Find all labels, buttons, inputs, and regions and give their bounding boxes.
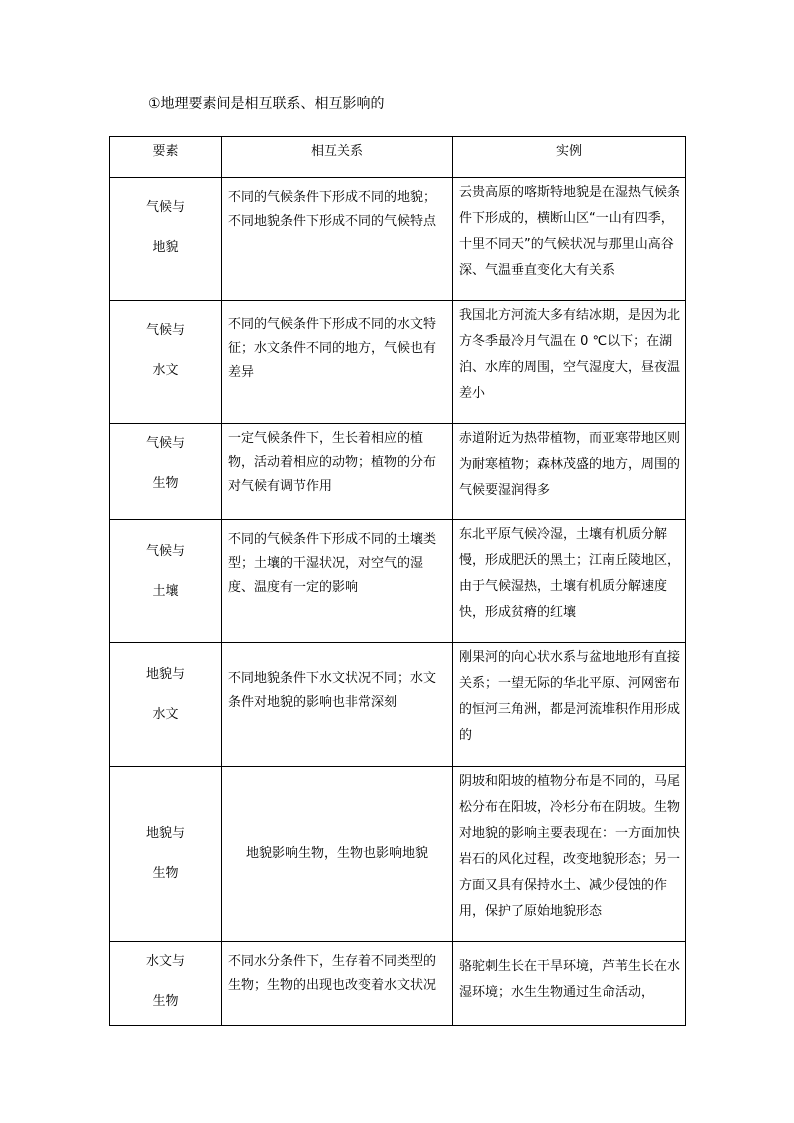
element-line-2: 生物 [152, 994, 179, 1009]
element-line-2: 水文 [152, 707, 179, 722]
element-line-2: 生物 [152, 866, 179, 881]
geography-elements-table [109, 136, 686, 1026]
element-line-1: 地貌与 [145, 667, 185, 682]
header-element: 要素 [110, 137, 222, 178]
element-cell [110, 520, 222, 643]
element-line-1: 地貌与 [145, 826, 185, 841]
table-row [110, 767, 686, 942]
table-row [110, 520, 686, 643]
element-cell [110, 942, 222, 1026]
table-header-row [110, 137, 686, 178]
relation-cell: 不同的气候条件下形成不同的土壤类型；土壤的干湿状况，对空气的湿度、温度有一定的影响 [222, 520, 453, 643]
section-heading: ①地理要素间是相互联系、相互影响的 [148, 96, 385, 112]
relation-cell: 不同的气候条件下形成不同的水文特征；水文条件不同的地方，气候也有差异 [222, 301, 453, 424]
example-cell: 刚果河的向心状水系与盆地地形有直接关系；一望无际的华北平原、河网密布的恒河三角洲，都是河流堆积作用形成的 [453, 643, 686, 767]
table-row [110, 178, 686, 301]
element-line-2: 水文 [152, 363, 179, 378]
example-cell: 东北平原气候冷湿，土壤有机质分解慢，形成肥沃的黑土；江南丘陵地区，由于气候湿热，土壤有机质分解速度快，形成贫瘠的红壤 [453, 520, 686, 643]
example-cell: 云贵高原的喀斯特地貌是在湿热气候条件下形成的，横断山区“一山有四季，十里不同天”的气候状况与那里山高谷深、气温垂直变化大有关系 [453, 178, 686, 301]
header-example: 实例 [453, 137, 686, 178]
element-line-2: 土壤 [152, 584, 179, 599]
relation-cell: 一定气候条件下，生长着相应的植物，活动着相应的动物；植物的分布对气候有调节作用 [222, 424, 453, 520]
header-relation: 相互关系 [222, 137, 453, 178]
element-cell [110, 178, 222, 301]
element-cell [110, 767, 222, 942]
table-row [110, 301, 686, 424]
example-cell: 骆驼刺生长在干旱环境，芦苇生长在水湿环境；水生生物通过生命活动， [453, 942, 686, 1026]
element-line-2: 生物 [152, 476, 179, 491]
element-line-1: 气候与 [145, 544, 185, 559]
element-line-1: 气候与 [145, 323, 185, 338]
relation-cell: 不同地貌条件下水文状况不同；水文条件对地貌的影响也非常深刻 [222, 643, 453, 767]
element-line-2: 地貌 [152, 240, 179, 255]
table-row [110, 424, 686, 520]
table-row [110, 643, 686, 767]
relation-cell: 地貌影响生物，生物也影响地貌 [222, 767, 453, 942]
table-row [110, 942, 686, 1026]
example-cell: 我国北方河流大多有结冰期，是因为北方冬季最冷月气温在 0 ℃以下；在湖泊、水库的周围，空气湿度大，昼夜温差小 [453, 301, 686, 424]
element-line-1: 水文与 [145, 954, 185, 969]
element-line-1: 气候与 [145, 200, 185, 215]
element-cell [110, 301, 222, 424]
relation-cell: 不同水分条件下，生存着不同类型的生物；生物的出现也改变着水文状况 [222, 942, 453, 1026]
element-line-1: 气候与 [145, 436, 185, 451]
relation-cell: 不同的气候条件下形成不同的地貌；不同地貌条件下形成不同的气候特点 [222, 178, 453, 301]
example-cell: 阴坡和阳坡的植物分布是不同的，马尾松分布在阳坡，冷杉分布在阴坡。生物对地貌的影响主要表现在：一方面加快岩石的风化过程，改变地貌形态；另一方面又具有保持水土、减少侵蚀的作用，保护了原始地貌形态 [453, 767, 686, 942]
element-cell [110, 424, 222, 520]
example-cell: 赤道附近为热带植物，而亚寒带地区则为耐寒植物；森林茂盛的地方，周围的气候要湿润得多 [453, 424, 686, 520]
element-cell [110, 643, 222, 767]
